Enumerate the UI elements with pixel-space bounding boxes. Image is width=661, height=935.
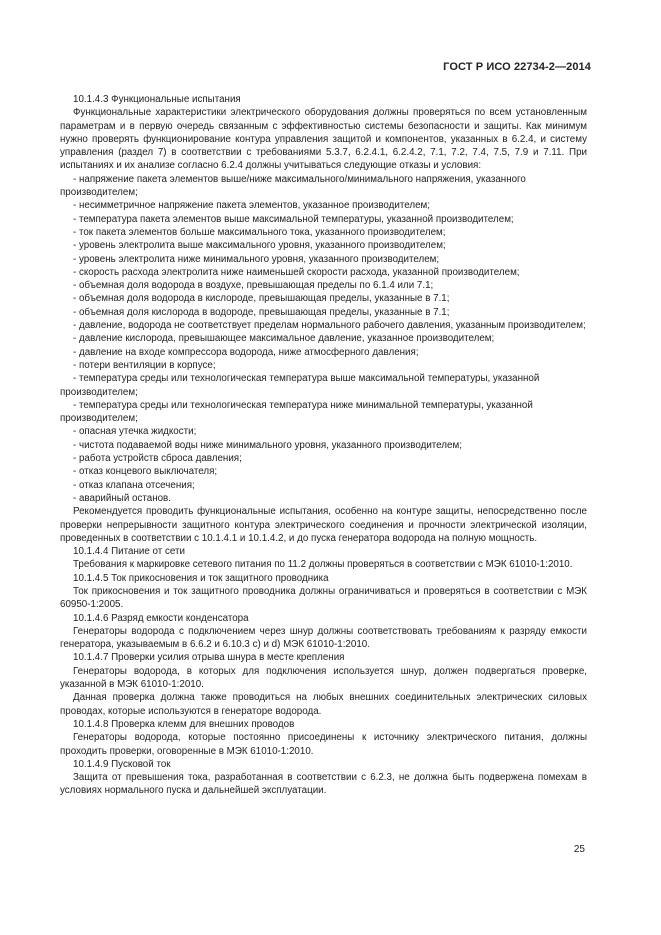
conditions-list: [60, 173, 587, 505]
list-item: - опасная утечка жидкости;: [73, 426, 197, 438]
section-heading: 10.1.4.7 Проверки усилия отрыва шнура в месте крепления: [73, 652, 345, 664]
list-item: - температура пакета элементов выше максимальной температуры, указанной производителем;: [73, 213, 514, 225]
list-item: - напряжение пакета элементов выше/ниже максимального/минимального напряжения, указанного производителем;: [60, 173, 526, 199]
list-item: - ток пакета элементов больше максимального тока, указанного производителем;: [73, 226, 446, 238]
list-item: - потери вентиляции в корпусе;: [73, 359, 216, 371]
list-item: - давление на входе компрессора водорода, ниже атмосферного давления;: [73, 346, 419, 358]
section-heading: 10.1.4.4 Питание от сети: [73, 546, 185, 558]
section-heading: 10.1.4.5 Ток прикосновения и ток защитного проводника: [73, 572, 329, 584]
list-item: - температура среды или технологическая температура ниже минимальной температуры, указанной производителем;: [60, 399, 533, 425]
paragraph: Генераторы водорода с подключением через шнур должны соответствовать требованиям к разряду емкости генератора, указываемым в 6.6.2 и 6.10.3 c) и d) МЭК 61010-1:2010.: [60, 625, 587, 651]
list-item: - объемная доля кислорода в водороде, превышающая пределы, указанные в 7.1;: [73, 306, 450, 318]
list-item: - температура среды или технологическая температура выше максимальной температуры, указанной производителем;: [60, 373, 540, 398]
section-heading: 10.1.4.3 Функциональные испытания: [73, 94, 241, 105]
paragraph: Генераторы водорода, которые постоянно присоединены к источнику электрического питания, должны проходить проверки, оговоренные в МЭК 61010-1:2010.: [60, 732, 587, 757]
paragraph: Требования к маркировке сетевого питания по 11.2 должны проверяться в соответствии с МЭК 61010-1:2010.: [73, 559, 573, 571]
paragraph: Генераторы водорода, в которых для подключения используется шнур, должен подвергаться проверке, указанной в МЭК 61010-1:2010.: [60, 665, 587, 691]
list-item: - уровень электролита выше максимального уровня, указанного производителем;: [73, 240, 446, 252]
section-heading: 10.1.4.8 Проверка клемм для внешних проводов: [73, 718, 295, 730]
list-item: - отказ клапана отсечения;: [73, 479, 195, 491]
list-item: - чистота подаваемой воды ниже минимального уровня, указанного производителем;: [73, 439, 462, 451]
list-item: - давление, водорода не соответствует пределам нормального рабочего давления, указанным производителем;: [73, 320, 586, 332]
list-item: - несимметричное напряжение пакета элементов, указанное производителем;: [73, 200, 430, 212]
list-item: - аварийный останов.: [73, 492, 171, 504]
list-item: - давление кислорода, превышающее максимальное давление, указанное производителем;: [73, 333, 495, 345]
list-item: - работа устройств сброса давления;: [73, 453, 242, 465]
paragraph: Рекомендуется проводить функциональные испытания, особенно на контуре защиты, непосредственно после проверки непрерывности защитного контура электрического соединения и прочности электрической изоляции, проведенных в соответствии с 10.1.4.1 и 10.1.4.2, и до пуска генератора водорода на полную мощность.: [60, 506, 587, 544]
list-item: - отказ концевого выключателя;: [73, 466, 218, 478]
list-item: - скорость расхода электролита ниже наименьшей скорости расхода, указанной производителем;: [73, 266, 520, 278]
section-heading: 10.1.4.9 Пусковой ток: [73, 758, 171, 770]
document-body: [60, 93, 587, 798]
document-header: ГОСТ Р ИСО 22734-2—2014: [443, 61, 591, 73]
paragraph: Защита от превышения тока, разработанная в соответствии с 6.2.3, не должна быть подвержена помехам в условиях нормального пуска и дальнейшей эксплуатации.: [60, 772, 587, 797]
section-heading: 10.1.4.6 Разряд емкости конденсатора: [73, 612, 249, 624]
list-item: - объемная доля водорода в кислороде, превышающая пределы, указанные в 7.1;: [73, 293, 450, 305]
list-item: - уровень электролита ниже минимального уровня, указанного производителем;: [73, 253, 440, 265]
paragraph: Функциональные характеристики электрического оборудования должны проверяться по всем установленным параметрам и в первую очередь связанным с эффективностью системы безопасности и защиты. Как минимум нужно проверять функционирование контура управления защитой и компонентов, указанных в 6.2.4, и систему управления (раздел 7) в соответствии с требованиями 5.3.7, 6.2.4.1, 6.2.4.2, 7.1, 7.2, 7.4, 7.5, 7.9 и 7.11. При испытаниях и их анализе согласно 6.2.4 должны учитываться следующие отказы и условия:: [60, 107, 587, 172]
page-number: 25: [573, 844, 585, 855]
paragraph: Данная проверка должна также проводиться на любых внешних соединительных электрических силовых проводах, которые используются в генераторе водорода.: [60, 692, 587, 717]
list-item: - объемная доля водорода в воздухе, превышающая пределы по 6.1.4 или 7.1;: [73, 280, 434, 292]
paragraph: Ток прикосновения и ток защитного проводника должны ограничиваться и проверяться в соответствии с МЭК 60950-1:2005.: [60, 585, 587, 611]
